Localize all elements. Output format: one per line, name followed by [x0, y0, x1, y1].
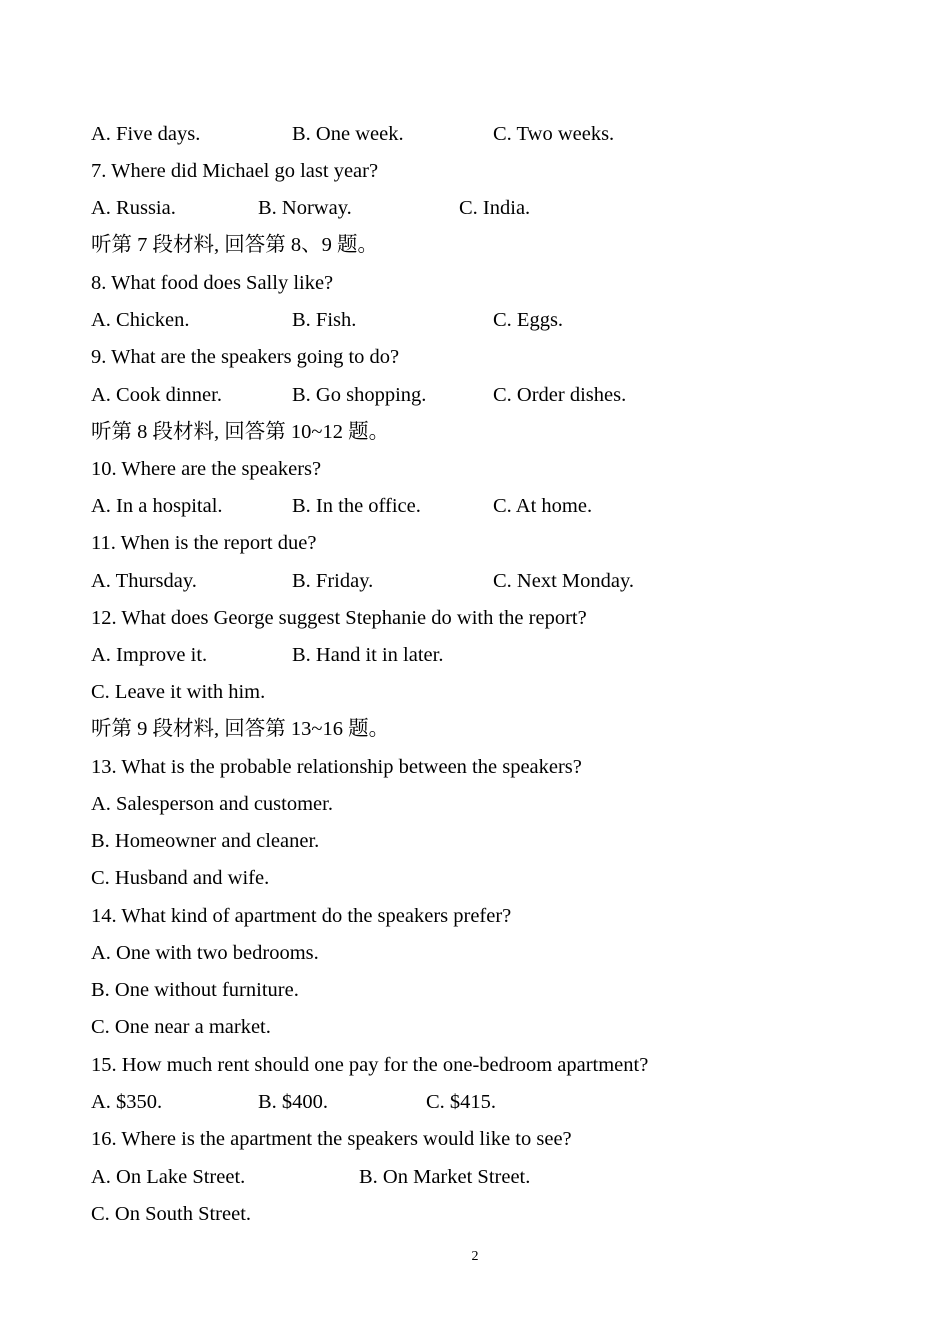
option-c: C. Next Monday. [493, 570, 635, 592]
question-15: 15. How much rent should one pay for the one-bedroom apartment? [91, 1054, 649, 1076]
option-c: C. Two weeks. [493, 123, 615, 145]
question-14: 14. What kind of apartment do the speakers prefer? [91, 905, 512, 927]
option-b: B. Homeowner and cleaner. [91, 830, 320, 852]
option-c: C. Order dishes. [493, 384, 627, 406]
option-a: A. Salesperson and customer. [91, 793, 333, 815]
option-a: A. Cook dinner. [91, 384, 222, 406]
option-b: B. Hand it in later. [292, 644, 444, 666]
option-c: C. On South Street. [91, 1203, 252, 1225]
question-7: 7. Where did Michael go last year? [91, 160, 379, 182]
option-c: C. At home. [493, 495, 593, 517]
option-a: A. Improve it. [91, 644, 208, 666]
option-a: A. One with two bedrooms. [91, 942, 319, 964]
option-a: A. Thursday. [91, 570, 197, 592]
question-9: 9. What are the speakers going to do? [91, 346, 400, 368]
question-16: 16. Where is the apartment the speakers would like to see? [91, 1128, 572, 1150]
option-c: C. India. [459, 197, 531, 219]
section-heading-7: 听第 7 段材料, 回答第 8、9 题。 [91, 234, 378, 256]
option-a: A. On Lake Street. [91, 1166, 246, 1188]
option-c: C. Husband and wife. [91, 867, 270, 889]
option-a: A. Russia. [91, 197, 176, 219]
option-a: A. In a hospital. [91, 495, 223, 517]
option-b: B. In the office. [292, 495, 421, 517]
question-13: 13. What is the probable relationship between the speakers? [91, 756, 582, 778]
question-8: 8. What food does Sally like? [91, 272, 334, 294]
option-b: B. On Market Street. [359, 1166, 531, 1188]
option-c: C. $415. [426, 1091, 497, 1113]
page-number: 2 [471, 1249, 479, 1264]
question-10: 10. Where are the speakers? [91, 458, 322, 480]
option-a: A. Five days. [91, 123, 201, 145]
option-b: B. Go shopping. [292, 384, 427, 406]
option-b: B. One week. [292, 123, 404, 145]
option-b: B. $400. [258, 1091, 329, 1113]
section-heading-9: 听第 9 段材料, 回答第 13~16 题。 [91, 718, 390, 740]
option-a: A. $350. [91, 1091, 163, 1113]
option-c: C. Eggs. [493, 309, 564, 331]
option-b: B. Fish. [292, 309, 357, 331]
option-b: B. Friday. [292, 570, 374, 592]
option-b: B. Norway. [258, 197, 352, 219]
option-b: B. One without furniture. [91, 979, 299, 1001]
option-a: A. Chicken. [91, 309, 190, 331]
option-c: C. Leave it with him. [91, 681, 266, 703]
question-11: 11. When is the report due? [91, 532, 317, 554]
question-12: 12. What does George suggest Stephanie do with the report? [91, 607, 587, 629]
section-heading-8: 听第 8 段材料, 回答第 10~12 题。 [91, 421, 390, 443]
option-c: C. One near a market. [91, 1016, 271, 1038]
